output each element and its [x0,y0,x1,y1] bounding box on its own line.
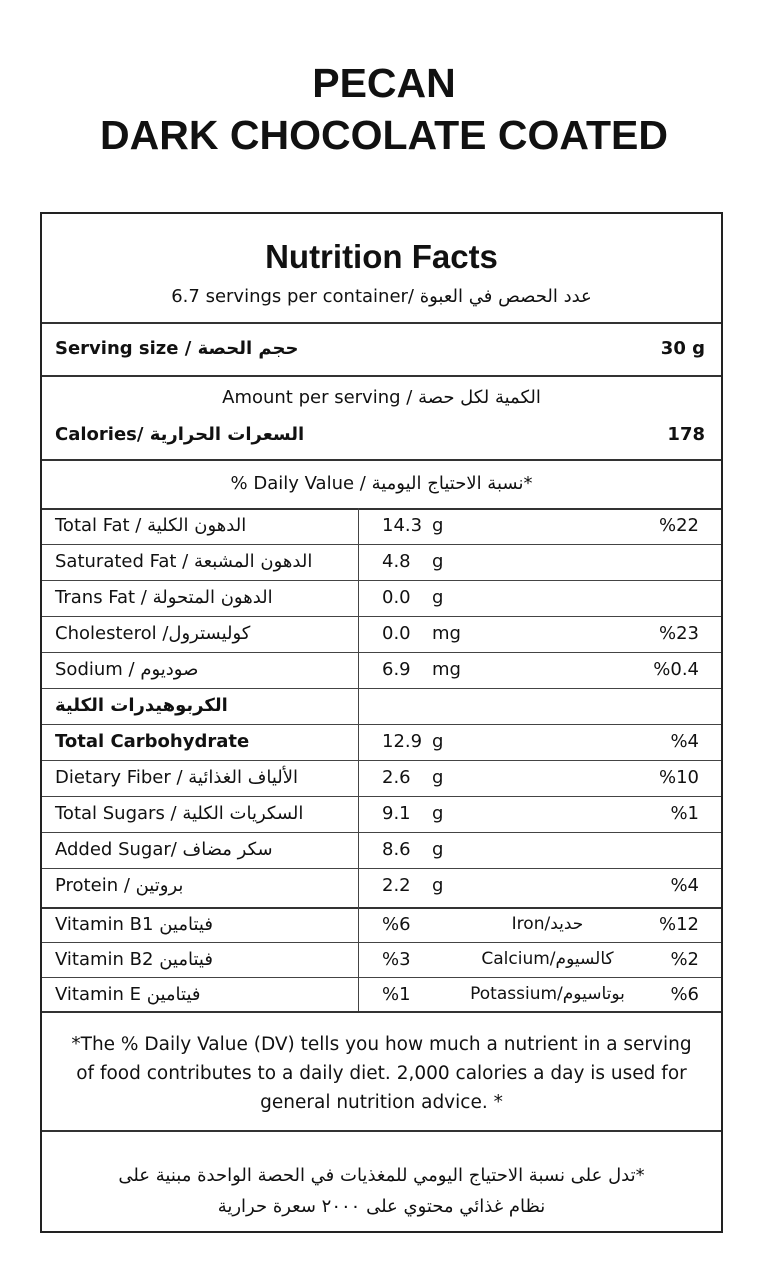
nutrient-name: Dietary Fiber / الألياف الغذائية [55,767,299,788]
nutrient-amount: 2.6 [382,767,411,788]
serving-size-value: 30 g [660,338,705,359]
daily-value-header: % Daily Value / نسبة الاحتياج اليومية* [230,473,533,494]
table-row [42,616,721,652]
nutrition-facts-label [40,212,723,1233]
calories-value: 178 [667,424,705,445]
mineral-name: Calcium/كالسيوم [481,949,614,969]
nutrient-unit: mg [432,659,461,680]
vitamin-daily-value: %1 [382,984,411,1005]
nutrient-amount: 8.6 [382,839,411,860]
table-row [42,652,721,688]
nutrient-name: Total Fat / الدهون الكلية [55,515,247,536]
column-divider [358,508,359,1012]
nutrient-name: Protein / بروتين [55,875,184,896]
mineral-name: Iron/حديد [511,914,584,934]
footnote-arabic-line2: نظام غذائي محتوي على ٢٠٠٠ سعرة حرارية [217,1196,546,1217]
table-row [42,508,721,544]
nutrient-amount: 6.9 [382,659,411,680]
nutrient-daily-value: %23 [658,623,699,644]
nutrient-unit: g [432,551,444,572]
table-row [42,868,721,904]
table-row [42,832,721,868]
nutrient-name: Added Sugar/ سكر مضاف [55,839,273,860]
nutrient-unit: g [432,875,444,896]
table-row [42,977,721,1013]
divider [42,1011,721,1013]
nutrient-name: Total Sugars / السكريات الكلية [55,803,304,824]
nutrient-unit: g [432,767,444,788]
amount-per-serving: Amount per serving / الكمية لكل حصة [222,387,541,408]
vitamin-name: Vitamin E فيتامين [55,984,201,1005]
nutrient-daily-value: %4 [670,731,699,752]
footnote-arabic-line1: تدل على نسبة الاحتياج اليومي للمغذيات في الحصة الواحدة مبنية على* [118,1165,645,1186]
table-row [42,942,721,978]
table-row [42,688,721,724]
calories-label: Calories/ السعرات الحرارية [55,424,305,445]
nutrient-amount: 12.9 [382,731,423,752]
table-row [42,724,721,760]
product-title-line1: PECAN [312,60,456,106]
nutrient-daily-value: %0.4 [653,659,699,680]
nutrient-daily-value: %1 [670,803,699,824]
table-row [42,796,721,832]
nutrient-amount: 0.0 [382,587,411,608]
footnote-english: *The % Daily Value (DV) tells you how much a nutrient in a serving of food contributes to a daily diet. 2,000 calories a day is used for general nutrition advice. * [71,1034,692,1113]
nutrient-unit: g [432,731,444,752]
nutrition-facts-title: Nutrition Facts [265,238,498,275]
nutrient-amount: 14.3 [382,515,423,536]
nutrient-unit: g [432,803,444,824]
table-row [42,907,721,943]
nutrient-amount: 2.2 [382,875,411,896]
mineral-daily-value: %12 [658,914,699,935]
serving-size-label: Serving size / حجم الحصة [55,338,299,359]
divider [42,459,721,461]
mineral-daily-value: %2 [670,949,699,970]
nutrient-name: Total Carbohydrate [55,731,250,752]
table-row [42,760,721,796]
nutrient-unit: g [432,839,444,860]
footnote-arabic [62,1160,701,1222]
nutrient-amount: 0.0 [382,623,411,644]
divider [42,1130,721,1132]
vitamin-daily-value: %3 [382,949,411,970]
nutrient-name: Trans Fat / الدهون المتحولة [55,587,273,608]
servings-per-container: 6.7 servings per container/ عدد الحصص في العبوة [171,286,592,307]
table-row [42,580,721,616]
vitamin-name: Vitamin B2 فيتامين [55,949,213,970]
nutrient-name: الكربوهيدرات الكلية [55,695,228,716]
divider [42,375,721,377]
nutrient-daily-value: %10 [658,767,699,788]
mineral-name: Potassium/بوتاسيوم [470,984,625,1004]
mineral-daily-value: %6 [670,984,699,1005]
nutrient-name: Cholesterol /كوليسترول [55,623,251,644]
nutrient-name: Sodium / صوديوم [55,659,199,680]
table-row [42,544,721,580]
nutrient-daily-value: %4 [670,875,699,896]
nutrient-amount: 4.8 [382,551,411,572]
divider [42,322,721,324]
nutrient-unit: g [432,587,444,608]
nutrient-unit: mg [432,623,461,644]
nutrient-name: Saturated Fat / الدهون المشبعة [55,551,313,572]
product-title-line2: DARK CHOCOLATE COATED [100,112,668,158]
nutrient-unit: g [432,515,444,536]
nutrient-amount: 9.1 [382,803,411,824]
vitamin-daily-value: %6 [382,914,411,935]
vitamin-name: Vitamin B1 فيتامين [55,914,213,935]
nutrient-daily-value: %22 [658,515,699,536]
